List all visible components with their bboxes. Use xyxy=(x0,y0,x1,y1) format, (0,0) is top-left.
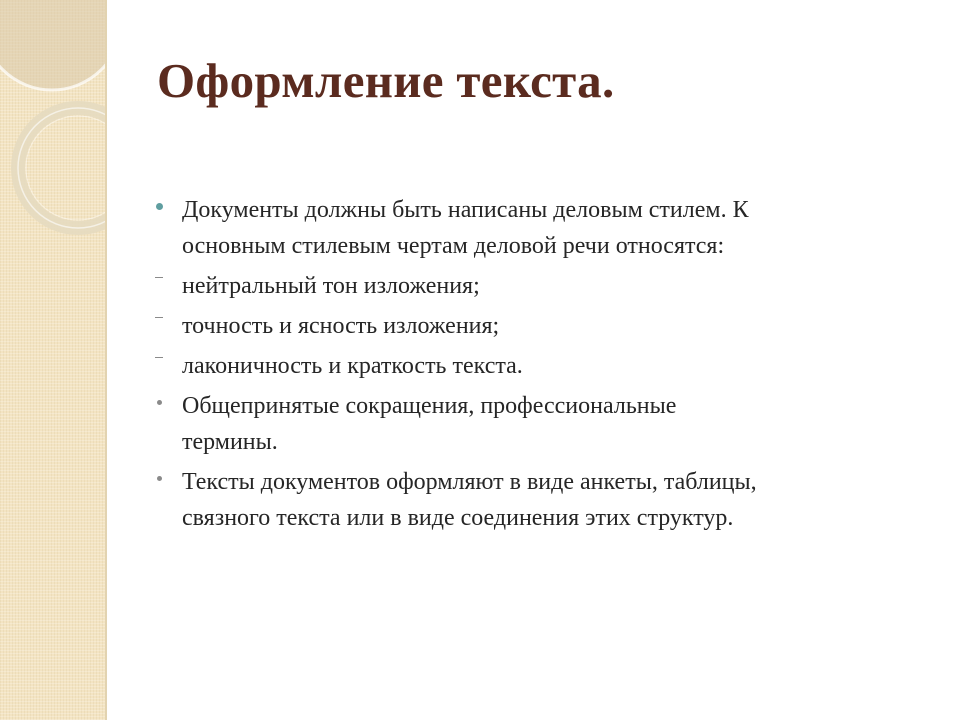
bullet-dot-icon xyxy=(154,388,174,424)
bullet-line: связного текста или в виде соединения этих структур. xyxy=(182,505,734,531)
dash-bullet-icon xyxy=(154,308,174,344)
sub-item-accuracy xyxy=(182,308,932,344)
bullet-item-business-style xyxy=(182,192,932,264)
bullet-item-abbreviations xyxy=(182,388,932,460)
bullet-line: основным стилевым чертам деловой речи относятся: xyxy=(182,233,725,259)
bullet-dot-icon xyxy=(154,464,174,500)
bullet-line: Документы должны быть написаны деловым стилем. К xyxy=(182,197,749,223)
sub-item-line: лаконичность и краткость текста. xyxy=(182,353,523,379)
bullet-item-document-forms xyxy=(182,464,932,536)
decorative-sidebar xyxy=(0,0,105,720)
sub-item-line: точность и ясность изложения; xyxy=(182,313,500,339)
dash-bullet-icon xyxy=(154,268,174,304)
sub-item-neutral-tone xyxy=(182,268,932,304)
bullet-line: Тексты документов оформляют в виде анкеты, таблицы, xyxy=(182,469,757,495)
sub-item-brevity xyxy=(182,348,932,384)
bullet-list xyxy=(182,192,932,540)
bullet-line: Общепринятые сокращения, профессиональные xyxy=(182,393,677,419)
bullet-dot-icon xyxy=(154,192,174,228)
decorative-rings-graphic xyxy=(0,0,105,720)
slide-title: Оформление текста. xyxy=(157,53,615,108)
bullet-line: термины. xyxy=(182,429,278,455)
sub-item-line: нейтральный тон изложения; xyxy=(182,273,480,299)
sidebar-divider xyxy=(105,0,107,720)
dash-bullet-icon xyxy=(154,348,174,384)
